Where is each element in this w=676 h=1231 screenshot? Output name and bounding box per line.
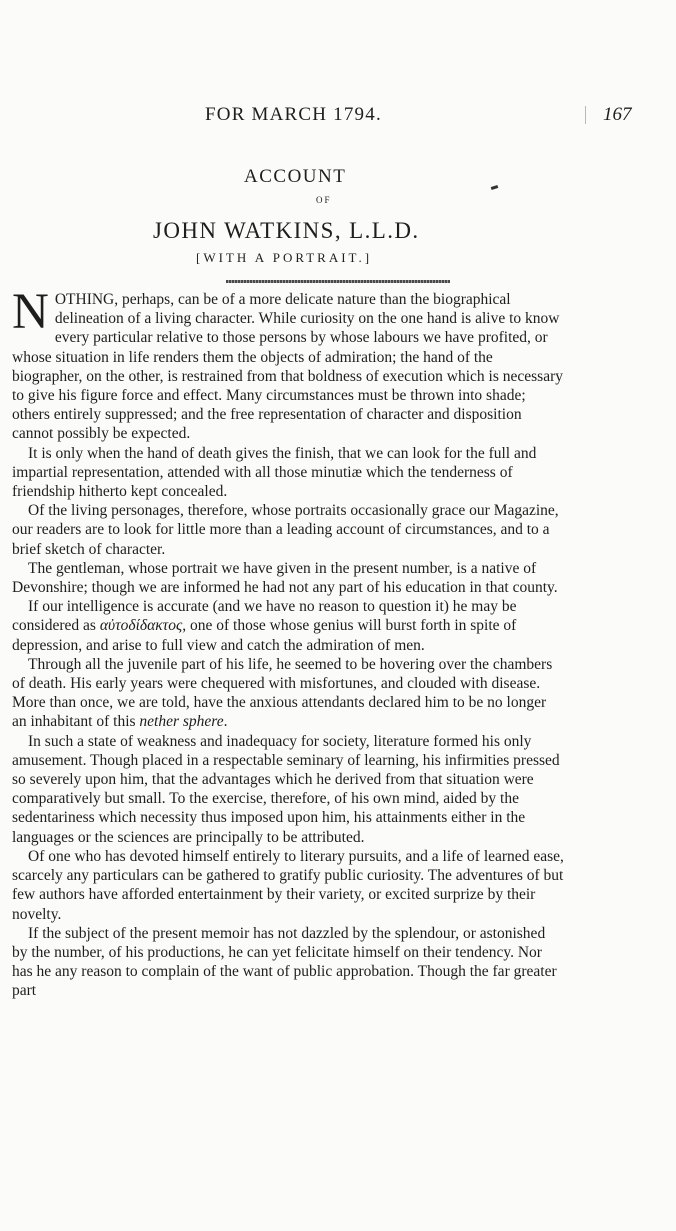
running-head: [0, 104, 676, 130]
page-edge-mark: [585, 106, 586, 124]
paragraph-2: It is only when the hand of death gives the finish, that we can look for the full and impartial representation, attended with all those minutiæ which the tenderness of friendship hitherto kept concealed.: [12, 444, 537, 501]
article-subheading: [WITH A PORTRAIT.]: [196, 250, 373, 265]
italic-phrase: nether sphere: [139, 713, 224, 731]
paragraph-7: In such a state of weakness and inadequacy for society, literature formed his only amusement. Though placed in a respectable seminary of learning, his infirmities pressed so severely upon him, that the advantages which he derived from that situation were comparatively but small. To the exercise, therefore, of his own mind, aided by the sedentariness which necessity thus imposed upon him, his attainments either in the languages or the sciences are principally to be attributed.: [12, 732, 560, 846]
paragraph-1: [12, 284, 564, 444]
paragraph-5: [12, 597, 564, 655]
article-subject-name: JOHN WATKINS, L.L.D.: [153, 218, 420, 243]
running-title: FOR MARCH 1794.: [205, 104, 382, 125]
paragraph-5-text-b: , one of those whose genius will burst forth in spite of depression, and arise to full view and catch the admiration of men.: [12, 617, 517, 654]
article-heading: ACCOUNT: [244, 166, 347, 187]
paragraph-5-text-a: If our intelligence is accurate (and we have no reason to question it) he may be considered as: [12, 598, 517, 635]
paragraph-4: The gentleman, whose portrait we have given in the present number, is a native of Devonshire; though we are informed he had not any part of his education in that county.: [12, 559, 558, 597]
paragraph-6-text-a: Through all the juvenile part of his life, he seemed to be hovering over the chambers of death. His early years were chequered with misfortunes, and clouded with disease. More than once, we are told, have the anxious attendants declared him to be no longer an inhabitant of this: [12, 655, 553, 731]
drop-cap: N: [12, 284, 49, 340]
paragraph-8: Of one who has devoted himself entirely to literary pursuits, and a life of learned ease, scarcely any particulars can be gathered to gratify public curiosity. The adventures of but few authors have afforded entertainment by their variety, or excited surprize by their novelty.: [12, 847, 564, 923]
paragraph-6-text-b: .: [223, 713, 228, 731]
paragraph-1-text: OTHING, perhaps, can be of a more delicate nature than the biographical delineation of a living character. While curiosity on the one hand is alive to know every particular relative to those persons by whose labours we have profited, or whose situation in life renders them the objects of admiration; the hand of the biographer, on the other, is restrained from that boldness of execution which is necessary to give his figure force and effect. Many circumstances must be thrown into shade; others entirely suppressed; and the free representation of character and disposition cannot possibly be expected.: [12, 291, 563, 443]
ink-speck: [491, 185, 499, 190]
page-number: 167: [603, 104, 632, 125]
greek-word: αὐτοδίδακτος: [99, 617, 183, 635]
paragraph-3: Of the living personages, therefore, whose portraits occasionally grace our Magazine, our readers are to look for little more than a leading account of circumstances, and to a brief sketch of character.: [12, 502, 559, 558]
article-body: [12, 284, 564, 1001]
ornamental-rule: [226, 280, 450, 283]
article-connector: OF: [316, 195, 332, 205]
paragraph-9: If the subject of the present memoir has not dazzled by the splendour, or astonished by the number, of his productions, he can yet felicitate himself on their tendency. Nor has he any reason to complain of the want of public approbation. Though the far greater part: [12, 924, 557, 1000]
paragraph-6: [12, 655, 564, 732]
